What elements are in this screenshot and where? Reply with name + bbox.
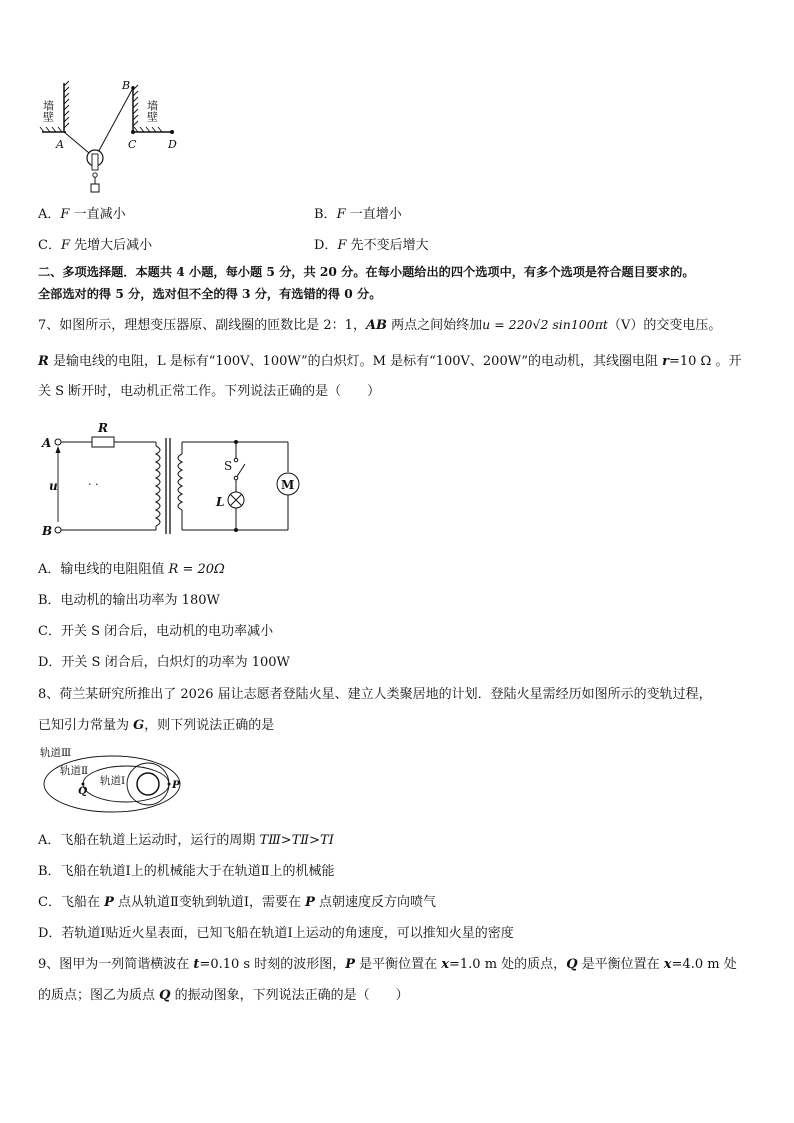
q6-option-d[interactable]	[314, 237, 429, 255]
q7-r: R	[38, 354, 49, 369]
q9-var: Q	[159, 988, 171, 1003]
q9-text: 9、图甲为一列简谐横波在	[38, 957, 194, 972]
q9-var: t	[193, 957, 200, 972]
option-var: F	[337, 238, 347, 253]
label-R: R	[98, 421, 108, 435]
label-u: u	[49, 479, 58, 493]
q7-option-c[interactable]: C．开关 S 闭合后，电动机的电功率减小	[38, 624, 274, 639]
q9-text: 的振动图象，下列说法正确的是（ ）	[170, 988, 409, 1003]
q6-option-c[interactable]	[38, 237, 152, 255]
q8-option-b[interactable]: B．飞船在轨道Ⅰ上的机械能大于在轨道Ⅱ上的机械能	[38, 864, 335, 879]
option-formula: R = 20Ω	[168, 562, 225, 577]
option-text: A．飞船在轨道上运动时，运行的周期	[38, 833, 260, 848]
q7-text: 7、如图所示，理想变压器原、副线圈的匝数比是 2：1，	[38, 318, 366, 333]
label-A: A	[42, 436, 52, 450]
mars	[137, 773, 159, 795]
option-formula: TⅢ>TⅡ>TⅠ	[259, 833, 334, 848]
q9-var: x	[663, 957, 672, 972]
label-orbit3: 轨道Ⅲ	[40, 747, 72, 759]
q9-text: =1.0 m 处的质点，	[449, 957, 567, 972]
q9-text: =4.0 m 处	[671, 957, 737, 972]
q9-text: 的质点；图乙为质点	[38, 988, 160, 1003]
option-text: 点朝速度反方向喷气	[314, 895, 437, 910]
label-S: S	[224, 459, 233, 473]
q8-text: ，则下列说法正确的是	[144, 718, 275, 733]
q7-formula: u = 220√2 sin100πt	[482, 317, 608, 332]
q7-line1	[38, 316, 721, 335]
option-var: F	[336, 207, 346, 222]
q8-line1: 8、荷兰某研究所推出了 2026 届让志愿者登陆火星、建立人类聚居地的计划．登陆火星需经历如图所示的变轨过程，	[38, 687, 712, 702]
q7-line3: 关 S 断开时，电动机正常工作。下列说法正确的是（ ）	[38, 384, 381, 399]
q7-ab: AB	[365, 318, 388, 333]
label-A: A	[56, 138, 64, 151]
option-var: F	[60, 207, 70, 222]
q9-var: x	[441, 957, 450, 972]
label-D: D	[168, 138, 177, 151]
label-B: B	[42, 524, 53, 538]
q7-option-d[interactable]: D．开关 S 闭合后，白炽灯的功率为 100W	[38, 655, 290, 670]
switch-S	[236, 464, 245, 478]
option-var: P	[104, 895, 114, 910]
label-C: C	[128, 138, 137, 151]
q7-line2	[38, 353, 741, 371]
label-orbit1: 轨道Ⅰ	[100, 775, 126, 787]
option-key: C．	[38, 238, 61, 253]
wall-label-left: 墙壁	[41, 100, 55, 122]
label-B: B	[122, 79, 131, 92]
wall-pulley-figure	[34, 78, 184, 198]
q7-option-a[interactable]	[38, 561, 225, 579]
q7-rr: r	[662, 354, 669, 369]
option-text: 先不变后增大	[350, 238, 429, 253]
orbit-figure	[38, 746, 188, 818]
transformer-circuit-figure	[36, 420, 306, 540]
q9-text: 是平衡位置在	[577, 957, 664, 972]
label-P: P	[172, 779, 180, 791]
q7-text: 是输电线的电阻，L 是标有“100V、100W”的白炽灯。M 是标有“100V、200W”的电动机，其线圈电阻	[48, 354, 663, 369]
q7-option-b[interactable]: B．电动机的输出功率为 180W	[38, 593, 220, 608]
option-text: A．输电线的电阻阻值	[38, 562, 169, 577]
label-orbit2: 轨道Ⅱ	[60, 765, 89, 777]
q8-option-d[interactable]: D．若轨道Ⅰ贴近火星表面，已知飞船在轨道Ⅰ上运动的角速度，可以推知火星的密度	[38, 926, 514, 941]
label-dots: · ·	[88, 478, 99, 491]
option-var: P	[305, 895, 315, 910]
option-text: C．飞船在	[38, 895, 105, 910]
q7-text: =10 Ω 。开	[668, 354, 742, 369]
option-key: D．	[314, 238, 338, 253]
option-key: B．	[314, 207, 337, 222]
q9-line2	[38, 987, 409, 1005]
label-Q: Q	[78, 785, 88, 797]
option-key: A．	[38, 207, 61, 222]
q8-option-a[interactable]	[38, 832, 334, 850]
q9-text: 是平衡位置在	[354, 957, 442, 972]
option-text: 一直减小	[73, 207, 126, 222]
option-text: 先增大后减小	[74, 238, 153, 253]
label-M: M	[281, 478, 295, 492]
q8-g: G	[133, 718, 145, 733]
q8-option-c[interactable]	[38, 894, 436, 912]
q9-line1	[38, 956, 737, 974]
label-L: L	[216, 495, 225, 509]
q6-option-b[interactable]	[314, 206, 402, 224]
hanging-weight	[91, 184, 99, 192]
q9-text: =0.10 s 时刻的波形图，	[199, 957, 346, 972]
q6-option-a[interactable]	[38, 206, 126, 224]
section2-line2: 全部选对的得 5 分，选对但不全的得 3 分，有选错的得 0 分。	[38, 287, 382, 301]
q9-var: Q	[566, 957, 578, 972]
q7-text: （V）的交变电压。	[607, 318, 722, 333]
section2-line1: 二、多项选择题．本题共 4 小题，每小题 5 分，共 20 分。在每小题给出的四个选项中，有多个选项是符合题目要求的。	[38, 265, 695, 279]
option-text: 一直增小	[349, 207, 402, 222]
resistor-R	[92, 437, 114, 447]
q8-line2	[38, 717, 274, 735]
option-text: 点从轨道Ⅱ变轨到轨道Ⅰ，需要在	[113, 895, 306, 910]
q7-text: 两点之间始终加	[387, 318, 483, 333]
q8-text: 已知引力常量为	[38, 718, 134, 733]
option-var: F	[60, 238, 70, 253]
q9-var: P	[345, 957, 355, 972]
wall-label-right: 墙壁	[145, 100, 159, 122]
